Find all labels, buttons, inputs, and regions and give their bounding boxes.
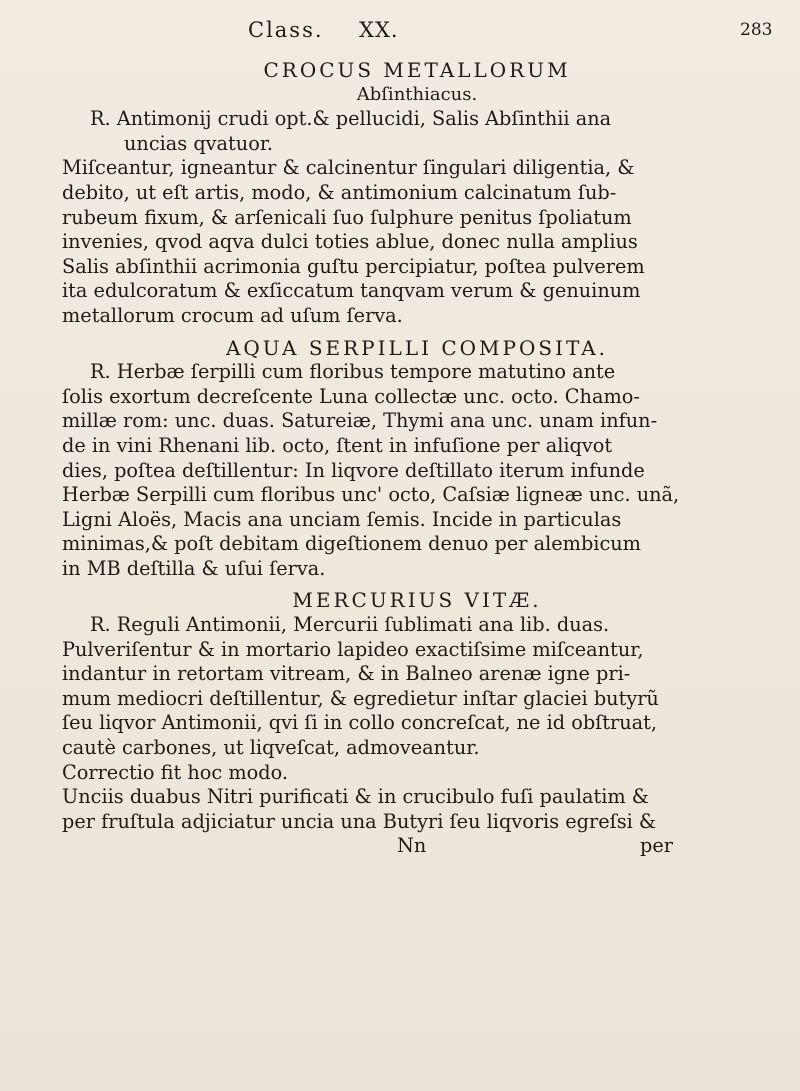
text-line: cautè carbones, ut liqveſcat, admoveantur. bbox=[62, 736, 480, 760]
recipe-title: AQUA SERPILLI COMPOSITA. bbox=[225, 335, 609, 360]
text-line: Correctio fit hoc modo. bbox=[62, 760, 288, 784]
recipe-subtitle: Abſinthiacus. bbox=[356, 83, 478, 105]
recipe-title: MERCURIUS VITÆ. bbox=[292, 588, 542, 613]
text-line: Pulveriſentur & in mortario lapideo exactiſsime miſceantur, bbox=[62, 637, 644, 661]
recipe-mercurius-vitae bbox=[62, 588, 772, 834]
text-line: ita edulcoratum & exſiccatum tanqvam verum & genuinum bbox=[62, 279, 641, 303]
text-line: Salis abſinthii acrimonia guſtu percipiatur, poſtea pulverem bbox=[62, 254, 645, 278]
catchword: per bbox=[640, 834, 673, 858]
running-head-class-number: XX. bbox=[359, 18, 399, 42]
text-line: invenies, qvod aqva dulci toties ablue, donec nulla amplius bbox=[62, 230, 638, 254]
text-line: Ligni Aloës, Macis ana unciam ſemis. Incide in particulas bbox=[62, 507, 622, 531]
text-line: Miſceantur, igneantur & calcinentur ſingulari diligentia, & bbox=[62, 156, 635, 180]
text-line: R. Antimonij crudi opt.& pellucidi, Salis Abſinthii ana bbox=[90, 107, 612, 131]
recipe-crocus-metallorum bbox=[62, 58, 772, 329]
recipe-title: CROCUS METALLORUM bbox=[263, 58, 571, 82]
section-gap bbox=[62, 329, 772, 336]
signature-mark: Nn bbox=[397, 834, 427, 858]
section-gap bbox=[62, 581, 772, 588]
text-line: mum mediocri deſtillentur, & egredietur inſtar glaciei butyrũ bbox=[62, 686, 659, 710]
text-line: minimas,& poſt debitam digeſtionem denuo per alembicum bbox=[62, 532, 641, 556]
page-body bbox=[62, 58, 772, 858]
text-line: R. Herbæ ſerpilli cum floribus tempore matutino ante bbox=[90, 360, 616, 384]
text-line: uncias qvatuor. bbox=[124, 131, 274, 155]
text-line: debito, ut eſt artis, modo, & antimonium calcinatum ſub- bbox=[62, 180, 617, 204]
text-line: ſolis exortum decreſcente Luna collectæ unc. octo. Chamo- bbox=[62, 384, 640, 408]
text-line: millæ rom: unc. duas. Satureiæ, Thymi ana unc. unam infun- bbox=[62, 409, 658, 433]
recipe-aqua-serpilli bbox=[62, 336, 772, 582]
text-line: Unciis duabus Nitri purificati & in crucibulo fuſi paulatim & bbox=[62, 785, 649, 809]
text-line: R. Reguli Antimonii, Mercurii ſublimati ana lib. duas. bbox=[90, 613, 610, 637]
text-line: Herbæ Serpilli cum floribus unc' octo, Caſsiæ ligneæ unc. unã, bbox=[62, 483, 680, 507]
text-line: dies, poſtea deſtillentur: In liqvore deſtillato iterum infunde bbox=[62, 458, 645, 482]
text-line: indantur in retortam vitream, & in Balneo arenæ igne pri- bbox=[62, 662, 631, 686]
running-head-class-label: Class. bbox=[248, 18, 324, 42]
text-line: ſeu liqvor Antimonii, qvi ſi in collo concreſcat, ne id obſtruat, bbox=[62, 711, 658, 735]
text-line: de in vini Rhenani lib. octo, ſtent in infuſione per aliqvot bbox=[62, 433, 613, 457]
text-line: per fruſtula adjiciatur uncia una Butyri ſeu liqvoris egreſsi & bbox=[62, 809, 657, 833]
text-line: metallorum crocum ad uſum ſerva. bbox=[62, 303, 403, 327]
text-line: rubeum fixum, & arſenicali ſuo ſulphure penitus ſpoliatum bbox=[62, 205, 632, 229]
text-line: in MB deſtilla & uſui ſerva. bbox=[62, 556, 326, 580]
running-head bbox=[0, 12, 800, 48]
catchline bbox=[62, 834, 772, 858]
page-number: 283 bbox=[740, 20, 773, 40]
